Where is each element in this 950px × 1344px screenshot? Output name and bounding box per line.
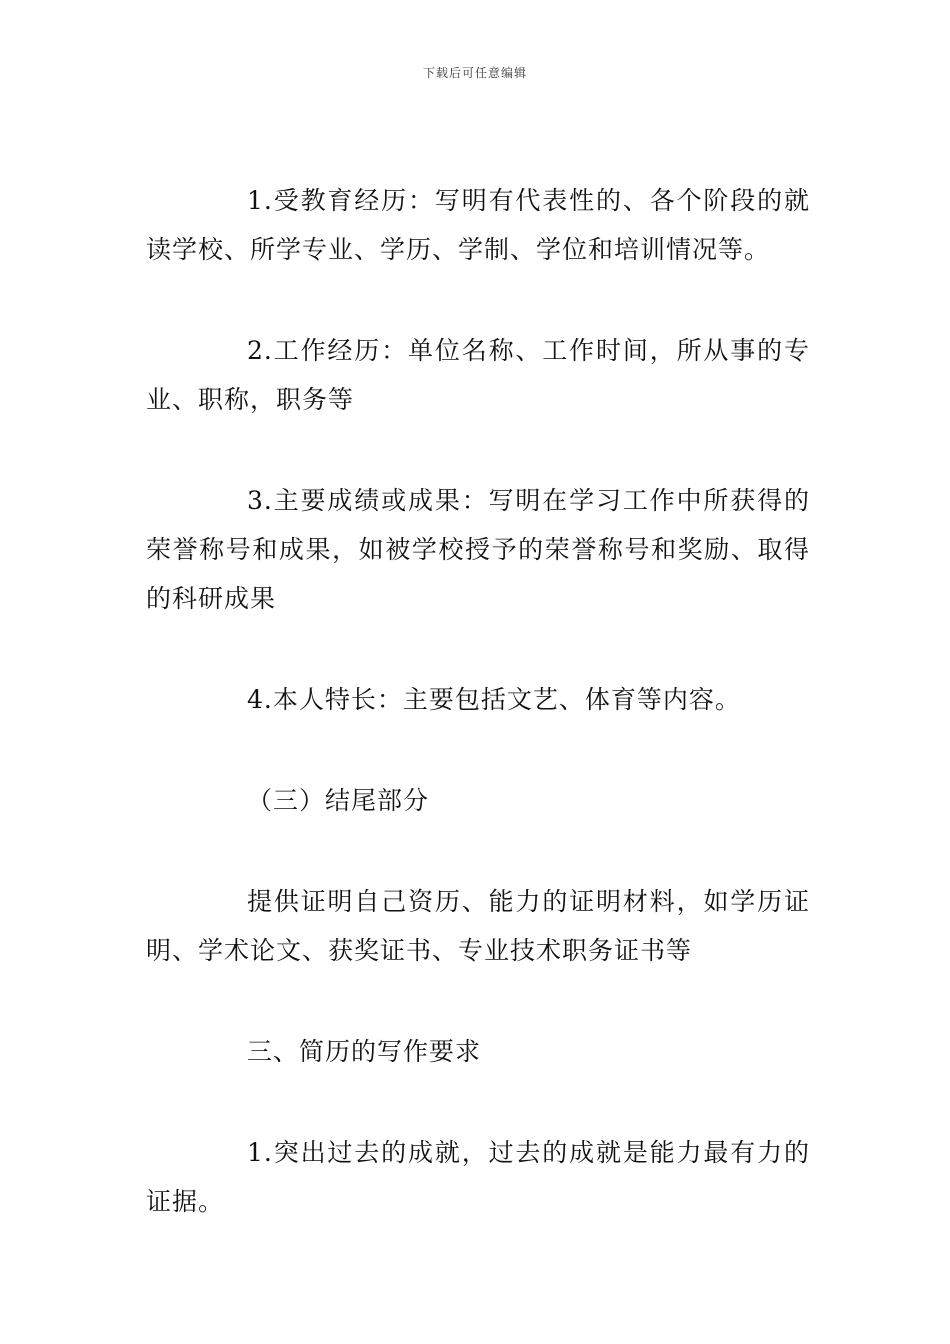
paragraph-supporting-materials: 提供证明自己资历、能力的证明材料，如学历证明、学术论文、获奖证书、专业技术职务证书等 bbox=[146, 887, 810, 965]
section-heading-writing-requirements: 三、简历的写作要求 bbox=[247, 1037, 482, 1066]
document-body bbox=[146, 176, 810, 1226]
paragraph-education: 1.受教育经历：写明有代表性的、各个阶段的就读学校、所学专业、学历、学制、学位和培训情况等。 bbox=[146, 186, 810, 264]
paragraph-achievements: 3.主要成绩或成果：写明在学习工作中所获得的荣誉称号和成果，如被学校授予的荣誉称号和奖励、取得的科研成果 bbox=[146, 486, 810, 613]
section-heading-ending: （三）结尾部分 bbox=[247, 786, 430, 815]
page-header: 下载后可任意编辑 bbox=[422, 66, 527, 80]
paragraph-highlight-achievements: 1.突出过去的成就，过去的成就是能力最有力的证据。 bbox=[146, 1138, 810, 1216]
paragraph-work-experience: 2.工作经历：单位名称、工作时间，所从事的专业、职称，职务等 bbox=[146, 336, 810, 414]
paragraph-specialties: 4.本人特长：主要包括文艺、体育等内容。 bbox=[247, 685, 741, 714]
